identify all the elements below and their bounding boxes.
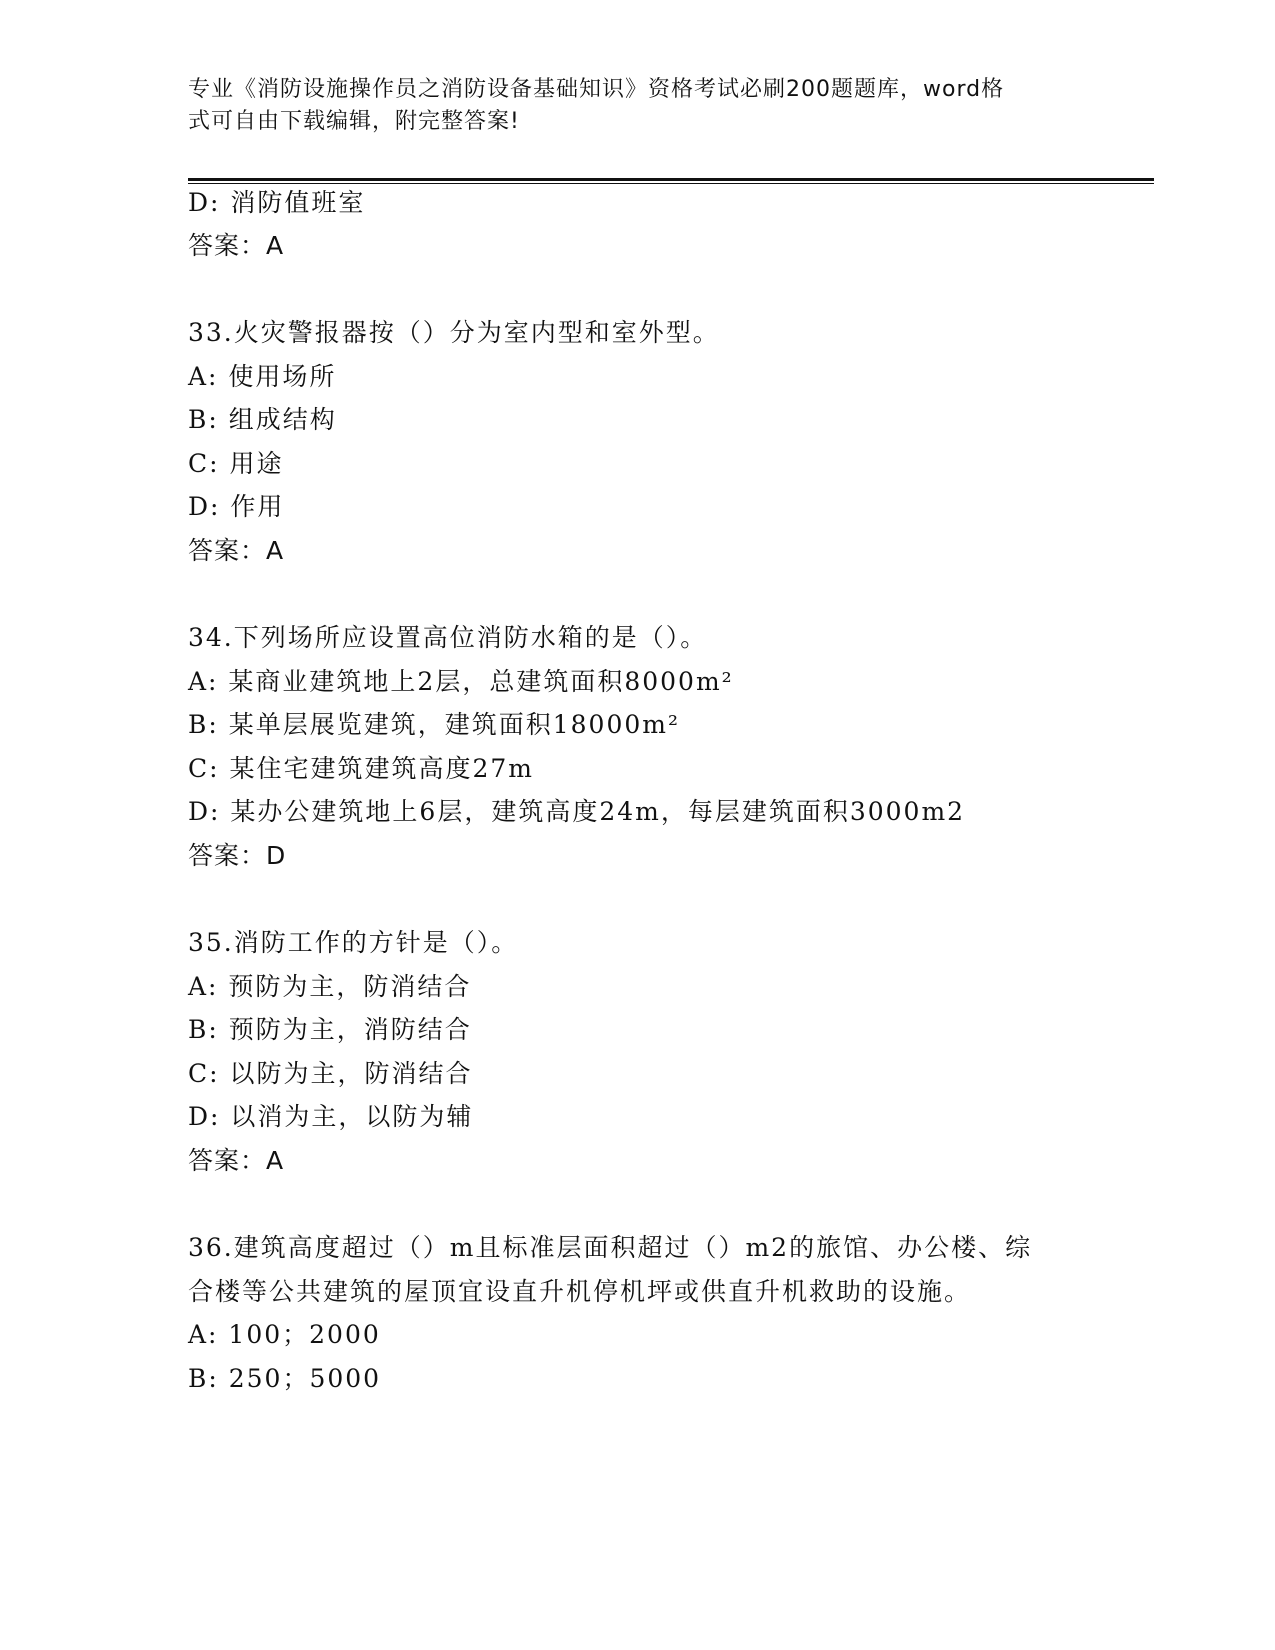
q34-option-d: D: 某办公建筑地上6层，建筑高度24m，每层建筑面积3000m2 xyxy=(188,797,966,826)
q35-option-b: B: 预防为主，消防结合 xyxy=(188,1015,472,1044)
q36-stem-line-1: 36.建筑高度超过（）m且标准层面积超过（）m2的旅馆、办公楼、综 xyxy=(188,1233,1033,1262)
header-divider-thin xyxy=(188,183,1154,184)
q34-option-c: C: 某住宅建筑建筑高度27m xyxy=(188,754,535,783)
document-header xyxy=(188,74,1088,138)
q35-option-a: A: 预防为主，防消结合 xyxy=(188,972,472,1001)
q34-answer: 答案：D xyxy=(188,841,287,870)
q33-option-d: D: 作用 xyxy=(188,492,285,521)
header-title-line-1: 专业《消防设施操作员之消防设备基础知识》资格考试必刷200题题库，word格 xyxy=(188,77,1005,102)
q36-option-a: A: 100；2000 xyxy=(188,1320,381,1349)
prev-answer: 答案：A xyxy=(188,231,285,260)
q35-answer: 答案：A xyxy=(188,1146,285,1175)
q33-option-c: C: 用途 xyxy=(188,449,284,478)
q36-option-b: B: 250；5000 xyxy=(188,1364,382,1393)
q34-stem: 34.下列场所应设置高位消防水箱的是（）。 xyxy=(188,623,708,652)
q35-option-d: D: 以消为主，以防为辅 xyxy=(188,1102,474,1131)
q35-option-c: C: 以防为主，防消结合 xyxy=(188,1059,473,1088)
q36-stem-line-2: 合楼等公共建筑的屋顶宜设直升机停机坪或供直升机救助的设施。 xyxy=(188,1277,972,1306)
q35-stem: 35.消防工作的方针是（）。 xyxy=(188,928,519,957)
q34-option-a: A: 某商业建筑地上2层，总建筑面积8000m² xyxy=(188,667,734,696)
q33-option-b: B: 组成结构 xyxy=(188,405,337,434)
header-title-line-2: 式可自由下载编辑，附完整答案! xyxy=(188,109,520,134)
prev-option-d: D: 消防值班室 xyxy=(188,188,366,217)
q34-option-b: B: 某单层展览建筑，建筑面积18000m² xyxy=(188,710,680,739)
header-divider-thick xyxy=(188,178,1154,181)
q33-answer: 答案：A xyxy=(188,536,285,565)
q33-stem: 33.火灾警报器按（）分为室内型和室外型。 xyxy=(188,318,720,347)
q33-option-a: A: 使用场所 xyxy=(188,362,337,391)
